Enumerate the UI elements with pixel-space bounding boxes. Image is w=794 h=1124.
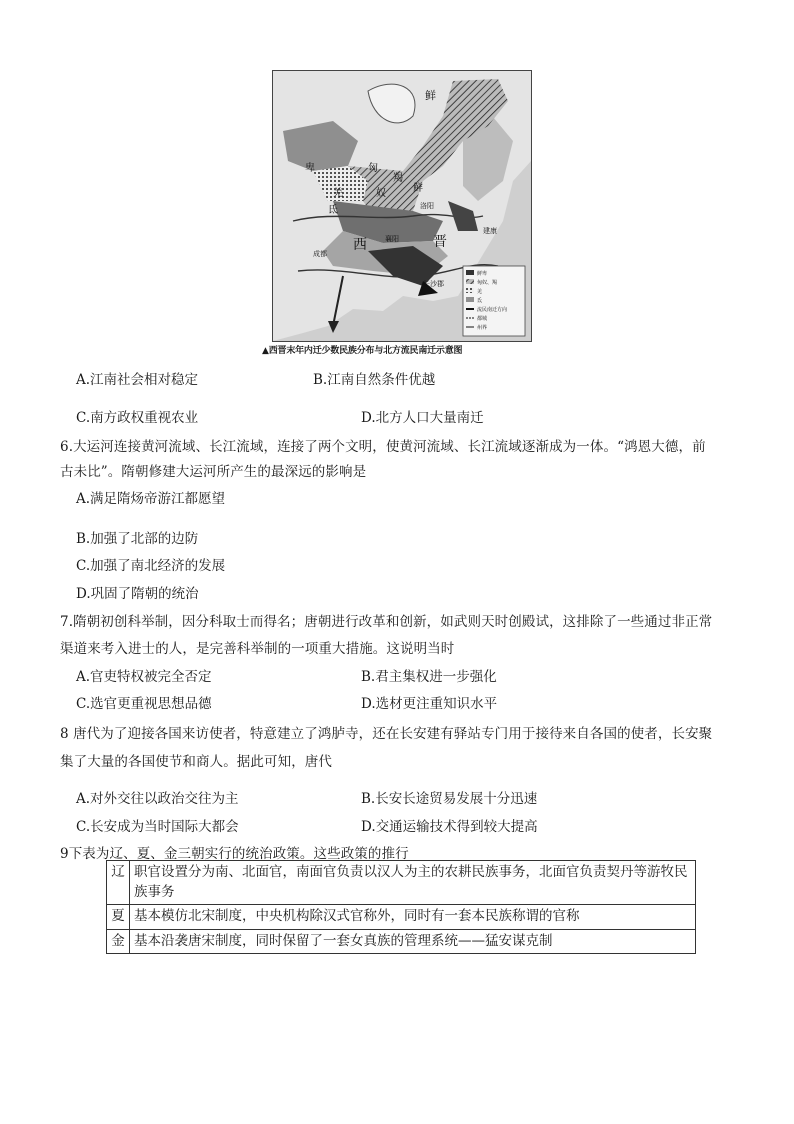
map-label-jie: 羯 xyxy=(393,173,403,184)
map-label-luoyang: 洛阳 xyxy=(420,202,434,210)
policy-cell: 基本模仿北宋制度，中央机构除汉式官称外，同时有一套本民族称谓的官称 xyxy=(130,905,696,930)
map-label-xiongnu2: 奴 xyxy=(376,188,386,199)
q7-option-c[interactable]: C.选官更重视思想品德 xyxy=(76,696,212,712)
q6-stem-line1: 6.大运河连接黄河流域、长江流域，连接了两个文明，使黄河流域、长江流域逐渐成为一体。“鸿恩大德，前 xyxy=(60,439,706,455)
table-row xyxy=(107,861,696,905)
map-label-xiongnu: 匈 xyxy=(368,163,378,174)
q8-option-b[interactable]: B.长安长途贸易发展十分迅速 xyxy=(361,791,538,807)
dynasty-cell: 夏 xyxy=(107,905,130,930)
legend-item-0: 鲜卑 xyxy=(477,271,488,277)
legend-item-2: 羌 xyxy=(477,289,483,295)
policy-cell: 职官设置分为南、北面官，南面官负责以汉人为主的农耕民族事务，北面官负责契丹等游牧民族事务 xyxy=(130,861,696,905)
map-label-jin: 晋 xyxy=(433,234,447,250)
q7-stem-line2: 渠道来考入进士的人，是完善科举制的一项重大措施。这说明当时 xyxy=(60,641,455,657)
q7-option-a[interactable]: A.官吏特权被完全否定 xyxy=(76,669,212,685)
policy-cell: 基本沿袭唐宋制度，同时保留了一套女真族的管理系统——猛安谋克制 xyxy=(130,929,696,954)
map-label-xi: 西 xyxy=(353,237,367,253)
q7-option-d[interactable]: D.选材更注重知识水平 xyxy=(361,696,498,712)
map-label-jianye: 建康 xyxy=(483,227,497,235)
q9-policy-table xyxy=(106,860,696,954)
q8-option-d[interactable]: D.交通运输技术得到较大提高 xyxy=(361,819,538,835)
map-caption: ▲西晋末年内迁少数民族分布与北方流民南迁示意图 xyxy=(262,346,463,356)
q7-stem-line1: 7.隋朝初创科举制，因分科取士而得名；唐朝进行改革和创新，如武则天时创殿试，这排除了一些通过非正常 xyxy=(60,614,713,630)
q5-option-a[interactable]: A.江南社会相对稳定 xyxy=(76,372,199,388)
map-label-xiangyang: 襄阳 xyxy=(385,235,399,243)
q6-option-c[interactable]: C.加强了南北经济的发展 xyxy=(76,558,226,574)
legend-item-6: 州界 xyxy=(477,325,488,331)
map-label-xianbei3: 鲜 xyxy=(413,183,423,194)
dynasty-cell: 金 xyxy=(107,929,130,954)
legend-item-4: 流民南迁方向 xyxy=(477,307,508,313)
map-label-changsha: 长沙郡 xyxy=(423,280,444,288)
q8-option-a[interactable]: A.对外交往以政治交往为主 xyxy=(76,791,239,807)
map-label-di: 氐 xyxy=(328,205,338,216)
q6-option-d[interactable]: D.巩固了隋朝的统治 xyxy=(76,586,199,602)
q8-stem-line2: 集了大量的各国使节和商人。据此可知，唐代 xyxy=(60,754,332,770)
migration-map xyxy=(272,70,532,342)
q8-option-c[interactable]: C.长安成为当时国际大都会 xyxy=(76,819,239,835)
legend-item-5: 都城 xyxy=(477,316,488,322)
q8-stem-line1: 8 唐代为了迎接各国来访使者，特意建立了鸿胪寺，还在长安建有驿站专门用于接待来自各国的使者，长安聚 xyxy=(60,726,713,742)
table-row xyxy=(107,905,696,930)
map-label-xianbei: 鲜 xyxy=(425,89,436,102)
q6-option-a[interactable]: A.满足隋炀帝游江都愿望 xyxy=(76,491,226,507)
map-label-xianbei2: 卑 xyxy=(305,163,315,174)
q6-stem-line2: 古未比”。隋朝修建大运河所产生的最深远的影响是 xyxy=(60,464,367,480)
map-label-qiang: 羌 xyxy=(333,188,343,199)
q5-option-c[interactable]: C.南方政权重视农业 xyxy=(76,410,199,426)
dynasty-cell: 辽 xyxy=(107,861,130,905)
q7-option-b[interactable]: B.君主集权进一步强化 xyxy=(361,669,497,685)
map-label-chengdu: 成都 xyxy=(313,250,327,258)
legend-item-1: 匈奴、羯 xyxy=(477,280,498,286)
q6-option-b[interactable]: B.加强了北部的边防 xyxy=(76,531,199,547)
map-graphic xyxy=(273,71,531,341)
legend-item-3: 氐 xyxy=(477,298,483,304)
table-row xyxy=(107,929,696,954)
q5-option-d[interactable]: D.北方人口大量南迁 xyxy=(361,410,484,426)
q5-option-b[interactable]: B.江南自然条件优越 xyxy=(313,372,436,388)
q9-stem: 9下表为辽、夏、金三朝实行的统治政策。这些政策的推行 xyxy=(60,846,409,862)
